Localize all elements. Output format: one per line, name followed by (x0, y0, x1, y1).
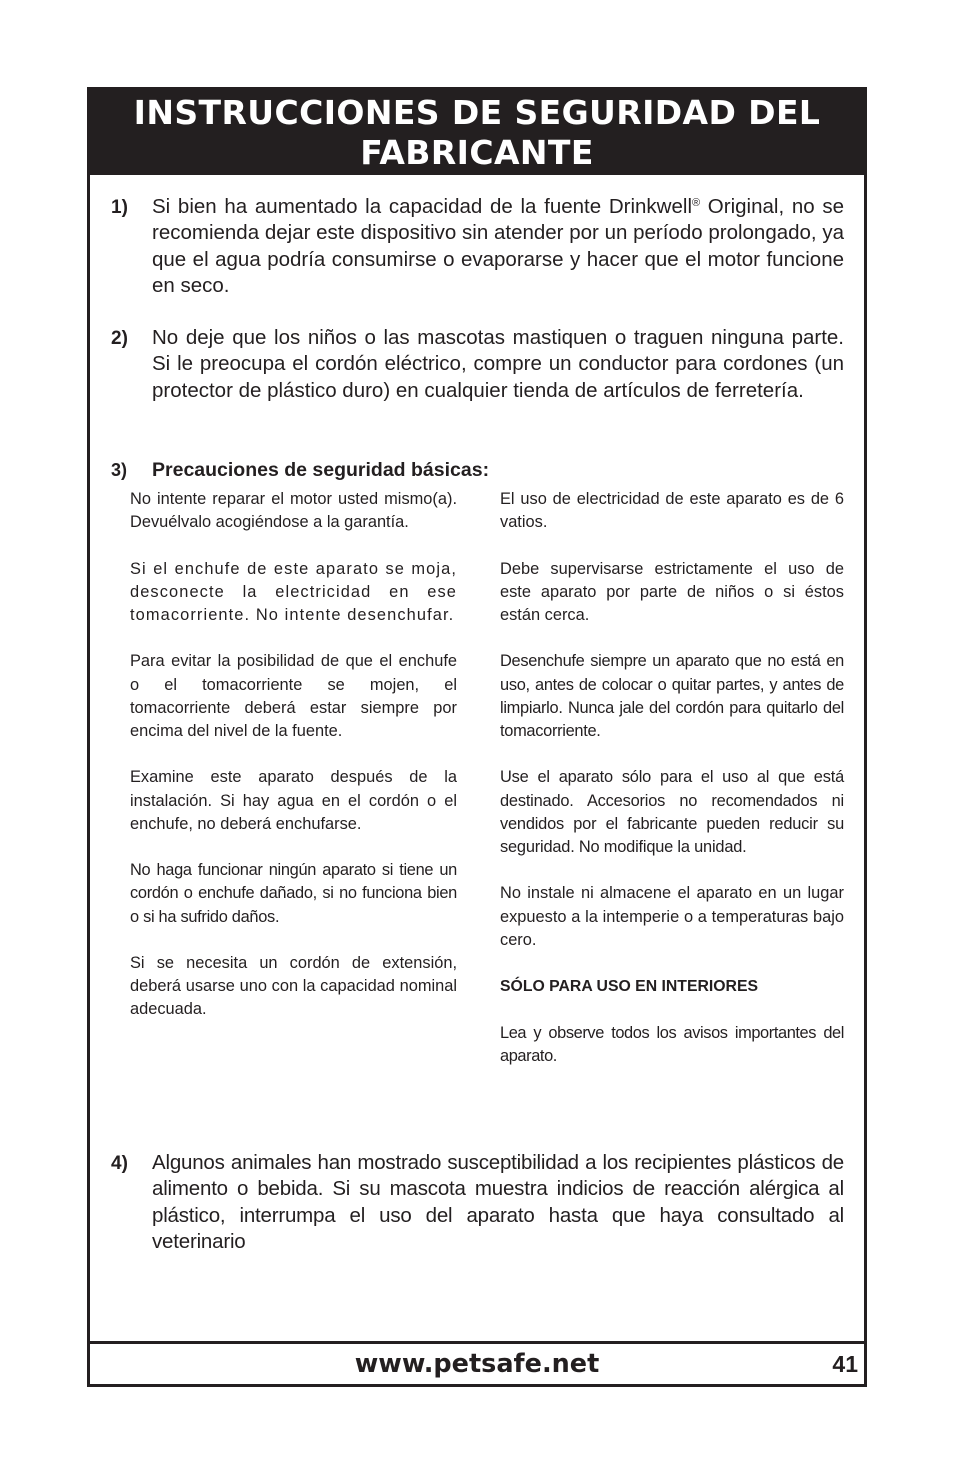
instruction-item-2 (111, 325, 844, 404)
precaution-paragraph: Para evitar la posibilidad de que el enchufe o el tomacorriente se mojen, el tomacorriente deberá estar siempre por encima del nivel de la fuente. (130, 652, 457, 740)
instruction-item-1 (111, 194, 844, 300)
item-number: 4) (111, 1153, 128, 1174)
precaution-paragraph: No intente reparar el motor usted mismo(a). Devuélvalo acogiéndose a la garantía. (130, 490, 457, 532)
page-title (90, 90, 864, 173)
item-text-part-1: Si bien ha aumentado la capacidad de la fuente Drinkwell (152, 195, 692, 218)
precaution-paragraph: No instale ni almacene el aparato en un lugar expuesto a la intemperie o a temperaturas bajo cero. (500, 884, 844, 949)
item-number: 2) (111, 328, 128, 349)
page-frame (87, 87, 867, 1387)
precautions-left-column (130, 488, 457, 1045)
precaution-paragraph: Si se necesita un cordón de extensión, deberá usarse uno con la capacidad nominal adecuada. (130, 953, 457, 1019)
precaution-paragraph: Examine este aparato después de la instalación. Si hay agua en el cordón o el enchufe, no deberá enchufarse. (130, 768, 457, 833)
indoor-use-text: Lea y observe todos los avisos importantes del aparato. (500, 1023, 844, 1065)
precaution-paragraph: Desenchufe siempre un aparato que no está en uso, antes de colocar o quitar partes, y antes de limpiarlo. Nunca jale del cordón para quitarlo del tomacorriente. (500, 652, 844, 740)
precaution-paragraph: Debe supervisarse estrictamente el uso de este aparato por parte de niños o si éstos están cerca. (500, 559, 844, 624)
registered-mark: ® (692, 197, 701, 209)
precaution-paragraph: El uso de electricidad de este aparato es de 6 vatios. (500, 490, 844, 532)
page-number: 41 (832, 1351, 858, 1377)
precaution-paragraph: No haga funcionar ningún aparato si tiene un cordón o enchufe dañado, si no funciona bien o si ha sufrido daños. (130, 861, 457, 926)
precaution-paragraph: Si el enchufe de este aparato se moja, desconecte la electricidad en ese tomacorriente. No intente desenchufar. (130, 559, 457, 624)
indoor-use-notice: SÓLO PARA USO EN INTERIORES (500, 978, 759, 996)
item-text: Algunos animales han mostrado susceptibilidad a los recipientes plásticos de alimento o bebida. Si su mascota muestra indicios de reacción alérgica al plástico, interrumpa el uso del aparato hasta que haya consultado al veterinario (152, 1151, 844, 1254)
precaution-paragraph: Use el aparato sólo para el uso al que está destinado. Accesorios no recomendados ni vendidos por el fabricante pueden reducir su seguridad. No modifique la unidad. (500, 768, 844, 856)
precautions-right-column (500, 488, 844, 1091)
instruction-item-4 (111, 1150, 844, 1256)
item-text: No deje que los niños o las mascotas mastiquen o traguen ninguna parte. Si le preocupa el cordón eléctrico, compre un conductor para cordones (un protector de plástico duro) en cualquier tienda de artículos de ferretería. (152, 326, 844, 402)
title-line-2: FABRICANTE (360, 133, 594, 172)
page-footer (90, 1341, 864, 1384)
title-banner (90, 90, 864, 175)
item-text (152, 194, 844, 300)
precautions-title: Precauciones de seguridad básicas: (152, 459, 490, 481)
item-number: 1) (111, 197, 128, 218)
title-line-1: INSTRUCCIONES DE SEGURIDAD DEL (133, 93, 821, 132)
item-text-part-2: Original, no se recomienda dejar este dispositivo sin atender por un período prolongado, ya que el agua podría consumirse o evaporarse y hacer que el motor funcione en seco. (152, 195, 844, 298)
precautions-heading (111, 457, 489, 483)
item-number: 3) (111, 460, 128, 480)
website-link[interactable]: www.petsafe.net (354, 1349, 600, 1379)
